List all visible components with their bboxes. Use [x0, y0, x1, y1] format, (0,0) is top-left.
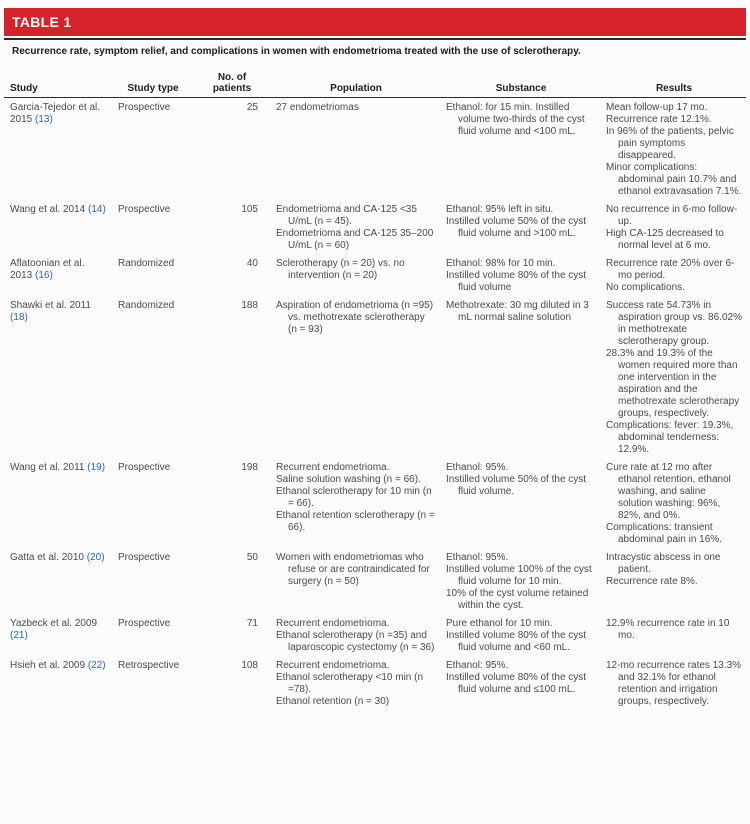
cell-study-type: Randomized: [118, 258, 175, 269]
reference-link[interactable]: (13): [35, 114, 53, 125]
cell-patients: 198: [241, 462, 258, 473]
table-label: TABLE 1: [4, 8, 746, 36]
result-line: Mean follow-up 17 mo.: [606, 102, 708, 113]
cell-results: [600, 296, 746, 458]
population-line: Endometrioma and CA-125 35–200 U/mL (n = 60): [276, 228, 434, 251]
result-line: 12.9% recurrence rate in 10 mo.: [606, 618, 730, 641]
cell-study-type: Prospective: [118, 204, 171, 215]
substance-line: Instilled volume 100% of the cyst fluid volume for 10 min.: [446, 564, 592, 587]
population-line: Aspiration of endometrioma (n =95) vs. methotrexate sclerotherapy (n = 93): [276, 300, 434, 335]
cell-substance: [440, 656, 600, 710]
cell-population: [270, 614, 440, 656]
result-line: 28.3% and 19.3% of the women required more than one intervention in the aspiration and the methotrexate sclerotherapy groups, respectively.: [606, 348, 740, 419]
result-line: Complications: transient abdominal pain in 16%.: [606, 522, 722, 545]
population-line: Ethanol sclerotherapy (n =35) and laparoscopic cystectomy (n = 36): [276, 630, 435, 653]
cell-patients: 50: [246, 552, 258, 563]
population-line: Recurrent endometrioma.: [276, 660, 390, 671]
cell-study: [4, 614, 112, 656]
cell-study-type: Randomized: [118, 300, 175, 311]
cell-results: [600, 656, 746, 710]
substance-line: Ethanol: for 15 min. Instilled volume two-thirds of the cyst fluid volume and <100 mL.: [446, 102, 585, 137]
population-line: Women with endometriomas who refuse or are contraindicated for surgery (n = 50): [276, 552, 430, 587]
header-substance: Substance: [440, 64, 600, 98]
population-line: Ethanol retention (n = 30): [276, 696, 390, 707]
cell-population: [270, 296, 440, 458]
substance-line: Ethanol: 95%.: [446, 660, 509, 671]
cell-patients: 40: [246, 258, 258, 269]
study-name: Yazbeck et al. 2009: [10, 618, 98, 629]
cell-study-type: Retrospective: [118, 660, 180, 671]
cell-substance: [440, 548, 600, 614]
cell-population: [270, 656, 440, 710]
substance-line: Methotrexate: 30 mg diluted in 3 mL normal saline solution: [446, 300, 589, 323]
population-line: Recurrent endometrioma.: [276, 618, 390, 629]
cell-study-type: Prospective: [118, 102, 171, 113]
table-row: [4, 458, 746, 548]
reference-link[interactable]: (18): [10, 312, 28, 323]
cell-study-type: Prospective: [118, 552, 171, 563]
cell-population: [270, 98, 440, 201]
header-patients: No. of patients: [192, 64, 270, 98]
population-line: Ethanol retention sclerotherapy (n = 66).: [276, 510, 435, 533]
result-line: 12-mo recurrence rates 13.3% and 32.1% for ethanol retention and irrigation groups, respectively.: [606, 660, 742, 707]
cell-results: [600, 200, 746, 254]
table-header: [4, 64, 746, 98]
cell-study-type: Prospective: [118, 462, 171, 473]
substance-line: Ethanol: 95%.: [446, 462, 509, 473]
header-study: Study: [4, 64, 112, 98]
study-name: Hsieh et al. 2009: [10, 660, 86, 671]
table-row: [4, 254, 746, 296]
substance-line: Ethanol: 95%.: [446, 552, 509, 563]
substance-line: Instilled volume 80% of the cyst fluid volume and ≤100 mL.: [446, 672, 587, 695]
header-population: Population: [270, 64, 440, 98]
reference-link[interactable]: (22): [87, 660, 106, 671]
population-line: Ethanol sclerotherapy <10 min (n =78).: [276, 672, 424, 695]
study-name: Wang et al. 2014: [10, 204, 86, 215]
cell-substance: [440, 254, 600, 296]
header-study-type: Study type: [112, 64, 192, 98]
table-row: [4, 548, 746, 614]
substance-line: 10% of the cyst volume retained within the cyst.: [446, 588, 589, 611]
substance-line: Instilled volume 80% of the cyst fluid volume: [446, 270, 587, 293]
cell-substance: [440, 98, 600, 201]
table-row: [4, 296, 746, 458]
header-row: [4, 64, 746, 98]
result-line: Success rate 54.73% in aspiration group vs. 86.02% in methotrexate sclerotherapy group.: [606, 300, 742, 347]
header-results: Results: [600, 64, 746, 98]
substance-line: Pure ethanol for 10 min.: [446, 618, 553, 629]
result-line: In 96% of the patients, pelvic pain symptoms disappeared.: [606, 126, 734, 161]
result-line: Recurrence rate 20% over 6-mo period.: [606, 258, 735, 281]
population-line: Saline solution washing (n = 66).: [276, 474, 421, 485]
cell-population: [270, 200, 440, 254]
cell-results: [600, 548, 746, 614]
study-name: Shawki et al. 2011: [10, 300, 91, 311]
cell-patients: 25: [246, 102, 258, 113]
cell-study: [4, 254, 112, 296]
table-row: [4, 98, 746, 201]
result-line: Minor complications: abdominal pain 10.7% and ethanol extravasation 7.1%.: [606, 162, 742, 197]
result-line: High CA-125 decreased to normal level at 6 mo.: [606, 228, 724, 251]
cell-substance: [440, 296, 600, 458]
table-container: [4, 64, 746, 824]
substance-line: Ethanol: 98% for 10 min.: [446, 258, 556, 269]
table-row: [4, 656, 746, 710]
cell-study: [4, 656, 112, 710]
cell-results: [600, 614, 746, 656]
result-line: Recurrence rate 8%.: [606, 576, 698, 587]
reference-link[interactable]: (20): [86, 552, 105, 563]
result-line: Intracystic abscess in one patient.: [606, 552, 721, 575]
cell-patients: 71: [246, 618, 258, 629]
reference-link[interactable]: (16): [35, 270, 53, 281]
reference-link[interactable]: (14): [88, 204, 106, 215]
substance-line: Instilled volume 80% of the cyst fluid volume and <60 mL.: [446, 630, 587, 653]
cell-substance: [440, 200, 600, 254]
results-table: [4, 64, 746, 710]
population-line: Recurrent endometrioma.: [276, 462, 390, 473]
population-line: 27 endometriomas: [276, 102, 359, 113]
table-row: [4, 614, 746, 656]
cell-study: [4, 200, 112, 254]
cell-results: [600, 98, 746, 201]
result-line: Cure rate at 12 mo after ethanol retention, ethanol washing, and saline solution washing: 96%, 82%, and 0%.: [606, 462, 731, 521]
result-line: No recurrence in 6-mo follow-up.: [606, 204, 738, 227]
table-caption: Recurrence rate, symptom relief, and complications in women with endometrioma treated with the use of sclerotherapy.: [4, 38, 746, 64]
cell-study: [4, 98, 112, 201]
reference-link[interactable]: (19): [87, 462, 106, 473]
population-line: Ethanol sclerotherapy for 10 min (n = 66).: [276, 486, 432, 509]
result-line: Complications: fever: 19.3%, abdominal tenderness: 12.9%.: [606, 420, 734, 455]
cell-patients: 188: [241, 300, 258, 311]
reference-link[interactable]: (21): [10, 630, 28, 641]
substance-line: Instilled volume 50% of the cyst fluid volume.: [446, 474, 587, 497]
study-name: Garcia-Tejedor et al. 2015: [10, 102, 101, 125]
result-line: No complications.: [606, 282, 685, 293]
cell-results: [600, 254, 746, 296]
cell-patients: 108: [241, 660, 258, 671]
cell-population: [270, 548, 440, 614]
substance-line: Ethanol: 95% left in situ.: [446, 204, 554, 215]
cell-population: [270, 458, 440, 548]
cell-study: [4, 458, 112, 548]
table-row: [4, 200, 746, 254]
cell-results: [600, 458, 746, 548]
cell-substance: [440, 458, 600, 548]
study-name: Gatta et al. 2010: [10, 552, 84, 563]
result-line: Recurrence rate 12.1%.: [606, 114, 712, 125]
cell-study: [4, 296, 112, 458]
cell-substance: [440, 614, 600, 656]
cell-patients: 105: [241, 204, 258, 215]
population-line: Endometrioma and CA-125 <35 U/mL (n = 45).: [276, 204, 417, 227]
population-line: Sclerotherapy (n = 20) vs. no intervention (n = 20): [276, 258, 405, 281]
study-name: Wang et al. 2011: [10, 462, 85, 473]
study-name: Aflatoonian et al. 2013: [10, 258, 85, 281]
cell-study-type: Prospective: [118, 618, 171, 629]
substance-line: Instilled volume 50% of the cyst fluid volume and >100 mL.: [446, 216, 587, 239]
table-body: [4, 98, 746, 711]
cell-population: [270, 254, 440, 296]
cell-study: [4, 548, 112, 614]
